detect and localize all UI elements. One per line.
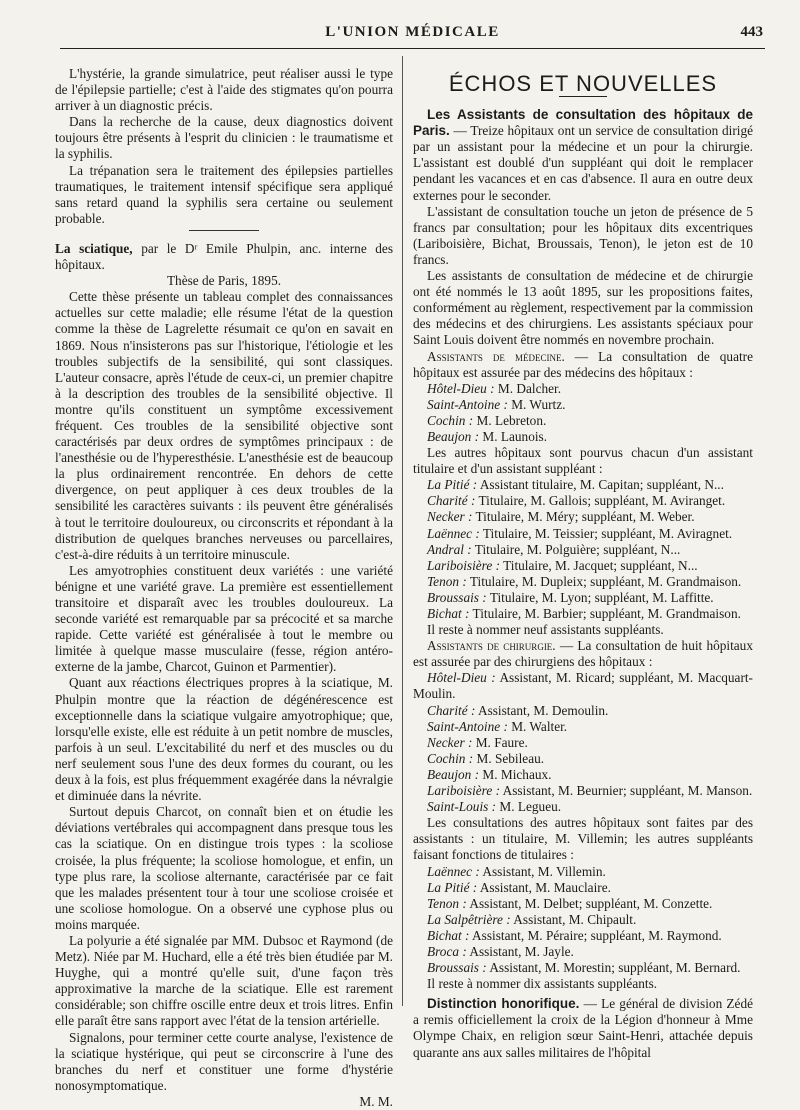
body-paragraph: Surtout depuis Charcot, on connaît bien et on étudie les déviations vertébrales qui accompagnent dans presque tous les cas la sciatique. On en distingue trois types : la scoliose croisée, la plus fréquente; la scoliose homologue, et enfin, un type plus rare, la scoliose alternante, caractérisée par ce fait que les malades présentent tour à tour une scoliose croisée et une scoliose homologue. On a observé une cyphose plus ou moins marquée. <box>55 804 393 932</box>
assignment-text: Assistant, M. Demoulin. <box>475 702 609 718</box>
assignment-text: Titulaire, M. Méry; suppléant, M. Weber. <box>472 509 695 525</box>
hospital-name: Charité : <box>427 493 476 509</box>
assignment-text: Assistant, M. Delbet; suppléant, M. Conzette. <box>466 895 713 911</box>
list-item <box>413 429 753 445</box>
assignment-text: Assistant, M. Chipault. <box>510 911 637 927</box>
hospital-name: Beaujon : <box>427 428 480 444</box>
hospital-name: Lariboisière : <box>427 557 501 573</box>
list-item <box>413 526 753 542</box>
section-separator <box>189 230 259 231</box>
assignment-text: M. Walter. <box>507 718 568 734</box>
assignment-text: M. Legueu. <box>496 799 562 815</box>
assignment-text: Assistant, M. Péraire; suppléant, M. Raymond. <box>469 927 722 943</box>
hospital-name: Broca : <box>427 943 467 959</box>
hospital-name: Bichat : <box>427 606 470 621</box>
page-header <box>60 20 765 49</box>
body-paragraph: Signalons, pour terminer cette courte analyse, l'existence de la sciatique hystérique, qui peut se circonscrire à l'une des branches du nerf et constituer une forme d'hystérie nonosymptomatique. <box>55 1029 393 1093</box>
list-item <box>413 542 753 558</box>
assignment-text: Assistant, M. Villemin. <box>479 863 606 879</box>
body-paragraph: Les consultations des autres hôpitaux sont faites par des assistants : un titulaire, M. Villemin; les autres suppléants faisant fonctions de titulaires : <box>413 815 753 863</box>
list-item <box>413 735 753 751</box>
assignment-text: M. Launois. <box>479 428 548 444</box>
assignment-text: Titulaire, M. Teissier; suppléant, M. Aviragnet. <box>479 525 733 541</box>
heading-rule <box>559 96 607 97</box>
page-number: 443 <box>740 24 763 40</box>
assignment-text: Assistant, M. Ricard; suppléant, M. Macquart-Moulin. <box>413 670 753 702</box>
assignment-text: M. Faure. <box>472 734 528 750</box>
section-heading-echoes: ÉCHOS ET NOUVELLES <box>448 71 718 96</box>
hospital-name: Laënnec : <box>427 863 480 879</box>
news-text: — Le général de division Zédé a remis officiellement la croix de la Légion d'honneur à Mme Olympe Chaix, en religion sœur Saint-Henri, attachée depuis quarante ans aux salles militaires de l'hôpital <box>413 996 753 1060</box>
hospital-name: Beaujon : <box>427 766 480 782</box>
hospital-name: Lariboisière : <box>427 783 501 799</box>
right-column <box>413 66 753 1061</box>
hospital-name: Broussais : <box>427 589 487 605</box>
section-author: par le Dʳ Emile Phulpin, anc. interne des hôpitaux. <box>55 240 393 273</box>
body-paragraph: Il reste à nommer dix assistants suppléants. <box>427 976 658 992</box>
body-paragraph: Les autres hôpitaux sont pourvus chacun d'un assistant titulaire et d'un assistant suppléant : <box>413 445 753 477</box>
assignment-text: M. Michaux. <box>479 766 552 782</box>
hospital-name: Cochin : <box>427 750 474 766</box>
list-item <box>413 960 753 976</box>
section-heading <box>55 241 393 273</box>
list-item <box>413 799 753 815</box>
body-paragraph: Quant aux réactions électriques propres à la sciatique, M. Phulpin montre que la réaction de dégénérescence est exceptionnelle dans la sciatique vulgaire amyotrophique; que, lorsqu'elle existe, elle est réduite à un petit nombre de muscles, parfois à un seul. L'excitabilité du nerf et des muscles ou du nerf seulement sous l'une des deux formes du courant, ou les deux à la fois, est plus fréquemment exagérée dans la névralgie et diminuée dans la névrite. <box>55 675 393 804</box>
signature: M. M. <box>359 1093 393 1109</box>
list-item <box>413 606 753 622</box>
section-title: La sciatique, <box>55 240 133 256</box>
list-item <box>413 413 753 429</box>
hospital-name: Necker : <box>427 509 473 525</box>
hospital-list <box>413 477 753 622</box>
body-paragraph: Cette thèse présente un tableau complet des connaissances actuelles sur cette maladie; elle résume l'état de la question comme la thèse de Lagrelette résumait ce qu'on en savait en 1869. Nous n'insisterons pas sur l'historique, l'étiologie et les troubles subjectifs de la sensibilité, qui sont classiques. L'auteur consacre, après l'étude de ceux-ci, un premier chapitre à la description des troubles de la sensibilité objective. Il montre qu'ils constituent un symptôme excessivement fréquent. Ces troubles de la sensibilité objective sont caractérisés par deux ordres de symptômes principaux : de l'anesthésie ou de l'hyperesthésie. L'anesthésie est de beaucoup la plus ordinairement rencontrée. En dehors de cette divergence, on peut appliquer à ces deux troubles de la sensibilité les caractères suivants : ils peuvent être généralisés à tout le territoire douloureux, ou circonscrits et répondant à la distribution de quelques branches nerveuses ou parcellaires, c'est-à-dire réduits à un territoire minuscule. <box>55 289 393 562</box>
hospital-name: Saint-Antoine : <box>427 718 508 734</box>
hospital-name: Hôtel-Dieu : <box>427 670 496 686</box>
news-item <box>413 107 753 204</box>
list-item <box>413 944 753 960</box>
assignment-text: Titulaire, M. Lyon; suppléant, M. Laffitte. <box>486 589 714 605</box>
assignment-text: Assistant, M. Beurnier; suppléant, M. Manson. <box>500 783 753 799</box>
news-text: — Treize hôpitaux ont un service de consultation dirigé par un assistant pour la médecine et un pour la chirurgie. L'assistant est doublé d'un suppléant qui doit le remplacer pendant les vacances et en cas d'absence. Il aura en outre deux externes pour le seconder. <box>413 123 753 203</box>
list-item <box>413 703 753 719</box>
list-item <box>413 783 753 799</box>
list-item <box>413 767 753 783</box>
hospital-list <box>413 381 753 445</box>
body-paragraph: Il reste à nommer neuf assistants suppléants. <box>427 622 664 638</box>
list-item <box>413 381 753 397</box>
list-item <box>413 493 753 509</box>
subsection <box>413 638 753 670</box>
assignment-text: M. Sebileau. <box>473 750 545 766</box>
assignment-text: Titulaire, M. Jacquet; suppléant, N... <box>500 557 698 573</box>
hospital-list <box>413 864 753 977</box>
hospital-name: Charité : <box>427 702 476 718</box>
list-item <box>413 896 753 912</box>
body-paragraph: La polyurie a été signalée par MM. Dubsoc et Raymond (de Metz). Niée par M. Huchard, elle a été très bien étudiée par M. Huyghe, qui a montré qu'elle suit, d'une façon très approximative la marche de la sciatique. Elle est rarement considérable; son chiffre oscille entre deux et trois litres. Enfin elle paraît être sans rapport avec l'état de la tension artérielle. <box>55 932 393 1029</box>
hospital-name: Andral : <box>427 541 472 557</box>
intro-paragraph: Dans la recherche de la cause, deux diagnostics doivent toujours être présents à l'esprit du clinicien : le traumatisme et la syphilis. <box>55 114 393 162</box>
list-item <box>413 509 753 525</box>
list-item <box>413 928 753 944</box>
subsection-intro: — La consultation de quatre hôpitaux est assurée par des médecins des hôpitaux : <box>413 348 753 380</box>
assignment-text: Assistant, M. Jayle. <box>466 943 574 959</box>
assignment-text: Titulaire, M. Gallois; suppléant, M. Aviranget. <box>475 493 726 509</box>
hospital-name: La Salpêtrière : <box>427 911 511 927</box>
left-column <box>55 66 393 1110</box>
intro-paragraph: La trépanation sera le traitement des épilepsies partielles traumatiques, le traitement intensif spécifique sera appliqué sans retard quand la syphilis sera certaine ou seulement probable. <box>55 162 393 226</box>
subsection-intro: — La consultation de huit hôpitaux est assurée par des chirurgiens des hôpitaux : <box>413 638 753 670</box>
hospital-name: Bichat : <box>427 927 470 943</box>
subsection <box>413 349 753 381</box>
hospital-name: Tenon : <box>427 895 467 911</box>
list-item <box>413 397 753 413</box>
hospital-name: Broussais : <box>427 960 487 976</box>
subsection-label: Assistants de médecine. <box>427 348 565 364</box>
assignment-text: Assistant, M. Mauclaire. <box>477 879 611 895</box>
hospital-list <box>413 670 753 815</box>
list-item <box>413 880 753 896</box>
list-item <box>413 864 753 880</box>
journal-title: L'UNION MÉDICALE <box>325 24 500 40</box>
body-paragraph: Les amyotrophies constituent deux variétés : une variété bénigne et une variété grave. La première est essentiellement transitoire et disparaît avec les troubles douloureux. La seconde variété est remarquable par sa précocité et sa marche rapide. Cette variété est généralisée à tout le membre ou limitée à quelque masse musculaire (fesse, région antéro-externe de la jambe, Charcot, Guinon et Parmentier). <box>55 562 393 675</box>
list-item <box>413 751 753 767</box>
assignment-text: M. Dalcher. <box>494 380 562 396</box>
hospital-name: Hôtel-Dieu : <box>427 380 495 396</box>
hospital-name: La Pitié : <box>427 879 478 895</box>
hospital-name: Saint-Louis : <box>427 799 497 815</box>
body-paragraph: L'assistant de consultation touche un jeton de présence de 5 francs par consultation; pour les hôpitaux dits excentriques (Lariboisière, Bichat, Broussais, Tenon), le jeton est de 10 francs. <box>413 203 753 267</box>
hospital-name: Tenon : <box>427 573 467 589</box>
news-title: Les Assistants de consultation des hôpitaux de Paris. <box>413 107 753 139</box>
section-thesis: Thèse de Paris, 1895. <box>166 273 282 289</box>
news-title: Distinction honorifique. <box>427 996 580 1012</box>
assignment-text: M. Lebreton. <box>473 412 547 428</box>
list-item <box>413 670 753 702</box>
hospital-name: La Pitié : <box>427 477 478 493</box>
hospital-name: Necker : <box>427 734 473 750</box>
list-item <box>413 719 753 735</box>
body-paragraph: Les assistants de consultation de médecine et de chirurgie ont été nommés le 13 août 1895, sur les propositions faites, conformément au règlement, respectivement par la commission des médecins et des chirurgiens. Les assistants spéciaux pour Saint Louis doivent être nommés en novembre prochain. <box>413 268 753 348</box>
list-item <box>413 558 753 574</box>
hospital-name: Laënnec : <box>427 525 480 541</box>
list-item <box>413 912 753 928</box>
assignment-text: Assistant, M. Morestin; suppléant, M. Bernard. <box>486 960 741 976</box>
assignment-text: Titulaire, M. Barbier; suppléant, M. Grandmaison. <box>469 606 741 621</box>
subsection-label: Assistants de chirurgie. <box>427 638 556 654</box>
assignment-text: Titulaire, M. Dupleix; suppléant, M. Grandmaison. <box>466 573 742 589</box>
assignment-text: M. Wurtz. <box>507 396 566 412</box>
list-item <box>413 590 753 606</box>
hospital-name: Saint-Antoine : <box>427 396 508 412</box>
intro-paragraph: L'hystérie, la grande simulatrice, peut réaliser aussi le type de l'épilepsie partielle; c'est à l'aide des stigmates qu'on pourra arriver à un diagnostic précis. <box>55 66 393 114</box>
list-item <box>413 477 753 493</box>
column-divider <box>402 56 403 1006</box>
assignment-text: Assistant titulaire, M. Capitan; suppléant, N... <box>477 477 724 493</box>
hospital-name: Cochin : <box>427 412 474 428</box>
assignment-text: Titulaire, M. Polguière; suppléant, N... <box>471 541 681 557</box>
list-item <box>413 574 753 590</box>
